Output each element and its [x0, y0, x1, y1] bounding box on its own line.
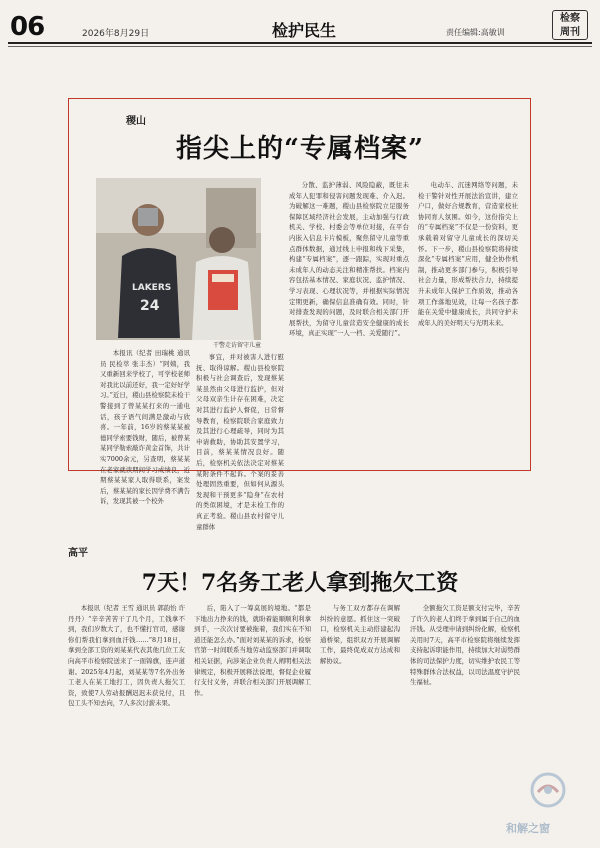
article1-column-2: [289, 180, 409, 466]
header-rule-thin: [8, 46, 592, 47]
article1-paragraph: 本报讯（纪者 田瑞桃 通讯员 民检萃 张丰杰）“阿姨，我又重新回来学校了，可学校老师对我比以前还好，我一定好好学习。”近日，稷山县检察院未检干警接到了曾某某打来的一通电话，孩子语气间满是激动与欣喜。一年前，16岁的蔡某某被德同学索要钱财，随后，被曾某某同学勒索敲诈黄金首饰，共计实7000余元，另查明，蔡某某在老家就读期间学习成绩良，近期蔡某某家人取得联系，案发后，蔡某某的家长因学费不满告诉，发现其被一个校外: [100, 349, 190, 506]
photo-illustration: [96, 178, 261, 340]
article2-location: 高平: [68, 548, 88, 559]
issue-date: 2026年8月29日: [82, 29, 150, 39]
article2-column-3: [320, 603, 400, 839]
article1-column-3: [418, 180, 518, 466]
article1-headline: 指尖上的“专属档案”: [176, 134, 424, 164]
handshake-icon: [528, 772, 568, 816]
section-title: 检护民生: [272, 21, 337, 40]
logo-text: 检察 周刊: [560, 13, 580, 38]
article2-headline: 7天！7名务工老人拿到拖欠工资: [141, 570, 459, 596]
watermark-emblem: [528, 772, 568, 816]
article1-paragraph: 电动车、沉迷网络等问题，未检干警针对性开展法治宣讲，建立户口，做好合规教育，营造家校社协同育人氛围。如今，这份指尖上的“专属档案”不仅是一份资料，更承载着对留守儿童成长的深切关怀。下一步，稷山县检察院将持续深化“专属档案”应用，健全协作机制，推动更多部门参与，积极引导社会力量，形成帮扶合力，持续提升未成年人保护工作质效，推动各项工作落地见效，让每一名孩子都能在关爱中健康成长，共同守护未成年人的美好明天与光明未来。: [418, 181, 518, 327]
publication-logo: [552, 10, 588, 40]
article2-column-1: [68, 603, 185, 839]
article2-column-2: [194, 603, 311, 839]
article1-location: 稷山: [126, 116, 146, 127]
article-photo: [96, 178, 261, 340]
article2-paragraph: 全额拖欠工资足额支付完毕，辛苦了许久的老人们终于拿到属于自己的血汗钱。从受理申请到纠纷化解，检察机关用时7天，高平市检察院将继续发挥支持起诉职能作用，持续加大对弱势群体的司法保护力度，切实维护农民工等特殊群体合法权益，以司法温度守护民生福祉。: [410, 604, 520, 687]
article2-paragraph: 与务工双方都存在调解纠纷的意愿。抓住这一突破口，检察机关主动搭建起沟通桥梁，组织双方开展调解工作，最终促成双方达成和解协议。: [320, 604, 400, 665]
article1-paragraph: 分散、监护薄弱、风险隐蔽，既往未成年人犯罪和侵害问题发现难、介入迟。为破解这一难题，稷山县检察院立足服务保障区域经济社会发展，主动加强与行政机关、学校、村委会等单位对接，在平台内嵌入信息卡片模板，聚焦留守儿童等重点群体数据，通过线上申报和线下采集，构建“专属档案”，逐一跟踪，实现对重点未成年人的动态关注和精准帮扶。档案内容包括基本情况、家庭状况、监护情况、学习表现、心理状况等，并根据实际情况定期更新，确保信息准确有效。同时，针对排查发现的问题，及时联合相关部门开展帮扶，为留守儿童营造安全健康的成长环境，真正实现“一人一档、关爱随行”。: [289, 181, 409, 338]
article2-column-4: [410, 603, 520, 839]
article2-paragraph: 本报讯（纪者 王雪 通讯员 郭韵怡 许丹丹）“辛辛苦苦干了几个月，工钱拿不到，我们岁数大了，也不懂打官司，感谢你们帮我们拿到血汗钱……”8月18日，拿到全部工资的刘某某代表其他几位工友向高平市检察院送来了一面锦旗，连声道谢。2025年4月起，刘某某等7名外出务工老人在某工地打工，因负责人拖欠工资，致使7人劳动报酬迟迟未获兑付，且包工头不知去向，7人多次讨薪未果。: [68, 604, 185, 708]
article2-paragraph: 后，陷入了一筹莫展的境地。“都是下地出力挣来的钱，就盼着能顺顺利利拿到手，一次次讨要被拖着，我们实在不知道还能怎么办。”面对刘某某的诉求，检察官第一时间联系当地劳动监察部门并调取相关证据，向涉案企业负责人阐明相关法律规定，积极开展释法说理，督促企业履行支付义务，并联合相关部门开展调解工作。: [194, 604, 311, 697]
article1-column-1b: [196, 352, 284, 531]
svg-text:24: 24: [140, 298, 160, 314]
page-number: 06: [10, 12, 45, 42]
photo-caption: 干警走访留守儿童: [212, 342, 261, 349]
editor-credit: 责任编辑:高敏训: [446, 28, 505, 37]
watermark-label: 和解之窗: [506, 822, 550, 835]
svg-text:LAKERS: LAKERS: [132, 283, 172, 293]
article1-column-1: [100, 348, 190, 506]
article1-paragraph: 事宜，并对被害人进行慰抚、取得谅解。稷山县检察院积极与社会调查后，发现蔡某某虽然由父母进行监护，但对父母双亲生计存在困难，决定对其进行监护人督促，日常督导教育，检察院联合家庭致力及其进行心理疏导，同时为其申请救助，协助其安置学习，目前，蔡某某情况良好。随后，检察机关依法决定对蔡某某附条件不起诉。个案的妥善处理固然重要，但如何从源头发现和干预更多“隐身”在农村的类似困境，才是未检工作的真正考验。稷山县农村留守儿童群体: [196, 353, 284, 531]
header-rule: [8, 42, 592, 44]
